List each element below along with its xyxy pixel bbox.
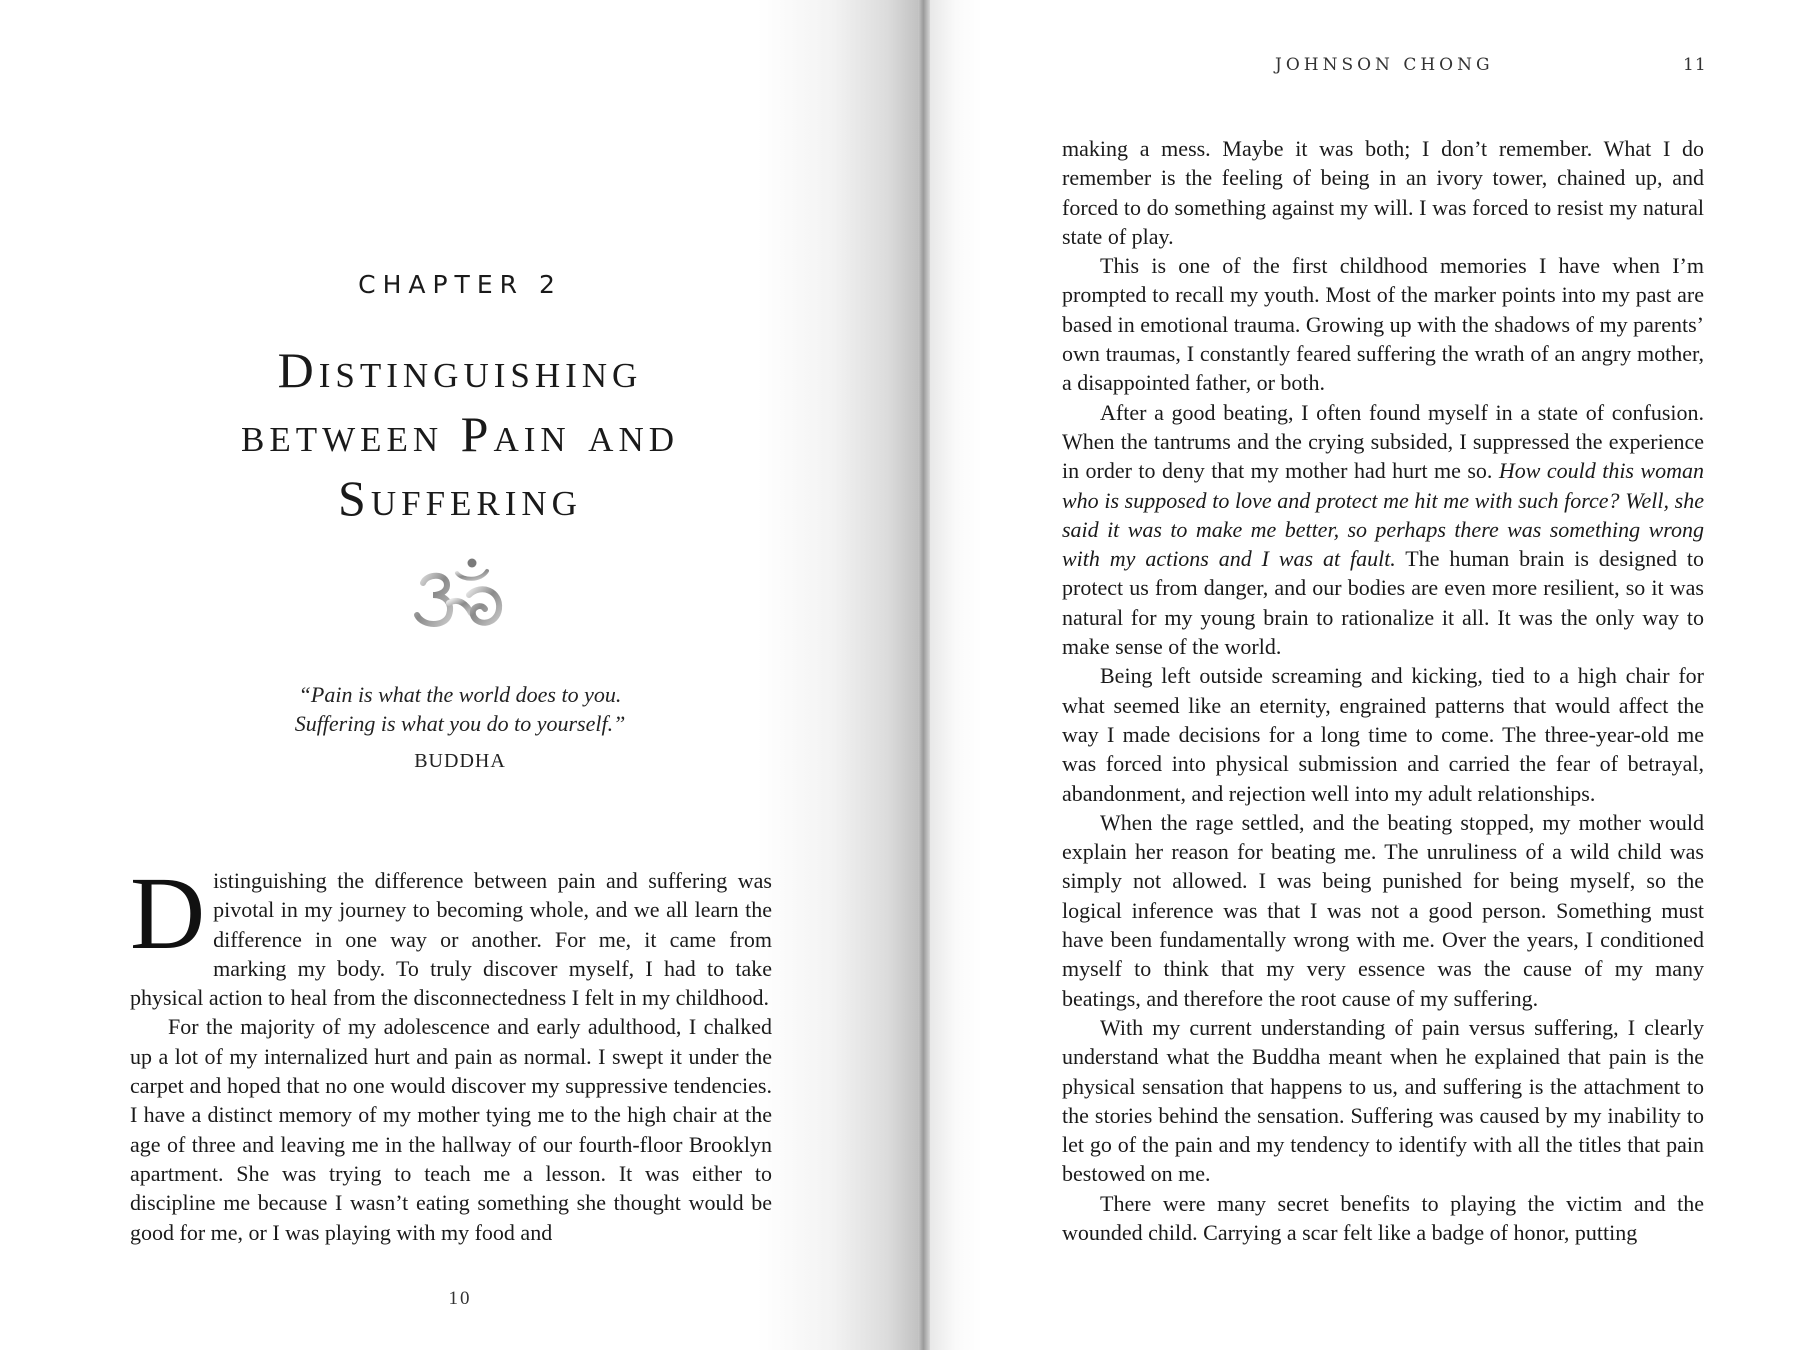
epigraph-line: “Pain is what the world does to you. bbox=[298, 682, 622, 707]
paragraph-text: The human brain is designed to protect us from danger, and our bodies are even more resilient, so it was natural for my young brain to rationalize it all. It was the only way to make sense of the world. bbox=[1062, 546, 1704, 660]
paragraph: Being left outside screaming and kicking, tied to a high chair for what seemed like an eternity, engrained patterns that would affect the way I made decisions for a long time to come. The three-year-old me was forced into physical submission and carried the fear of betrayal, abandonment, and rejection well into my adult relationships. bbox=[1062, 663, 1704, 806]
chapter-label: CHAPTER 2 bbox=[358, 270, 562, 299]
right-body-text bbox=[1062, 134, 1704, 1247]
drop-cap: D bbox=[130, 856, 206, 971]
running-header-author: JOHNSON CHONG bbox=[1275, 55, 1494, 75]
paragraph-text: After a good beating, I often found myself in a state of confusion. When the tantrums and the crying subsided, I suppressed the experience in order to deny that my mother had hurt me so. bbox=[1062, 399, 1704, 484]
paragraph: For the majority of my adolescence and early adulthood, I chalked up a lot of my internalized hurt and pain as normal. I swept it under the carpet and hoped that no one would discover my suppressive tendencies. I have a distinct memory of my mother tying me to the high chair at the age of three and leaving me in the hallway of our fourth-floor Brooklyn apartment. She was trying to teach me a lesson. It was either to discipline me because I wasn’t eating something she thought would be good for me, or I was playing with my food and bbox=[130, 1014, 772, 1245]
paragraph: With my current understanding of pain versus suffering, I clearly understand what the Buddha meant when he explained that pain is the physical sensation that happens to us, and suffering is the attachment to the stories behind the sensation. Suffering was caused by my inability to let go of the pain and my tendency to identify with all the titles that pain bestowed on me. bbox=[1062, 1014, 1704, 1187]
paragraph bbox=[1062, 398, 1704, 662]
chapter-title-line: Distinguishing bbox=[277, 342, 643, 398]
left-body-text bbox=[130, 856, 772, 1247]
paragraph bbox=[130, 856, 772, 1012]
epigraph-line: Suffering is what you do to yourself.” bbox=[294, 711, 626, 736]
paragraph-text: istinguishing the difference between pain and suffering was pivotal in my journey to becoming whole, and we all learn the difference in one way or another. For me, it came from marking my body. To truly discover myself, I had to take physical action to heal from the disconnectedness I felt in my childhood. bbox=[130, 868, 772, 1011]
chapter-title-line: between Pain and bbox=[240, 406, 679, 462]
chapter-title-line: Suffering bbox=[338, 470, 582, 526]
page-number-right: 11 bbox=[1683, 55, 1707, 75]
chapter-title bbox=[150, 338, 770, 530]
paragraph: making a mess. Maybe it was both; I don’t remember. What I do remember is the feeling of being in an ivory tower, chained up, and forced to do something against my will. I was forced to resist my natural state of play. bbox=[1062, 136, 1704, 249]
om-symbol-icon bbox=[405, 553, 515, 633]
book-gutter bbox=[918, 0, 930, 1350]
paragraph: There were many secret benefits to playing the victim and the wounded child. Carrying a scar felt like a badge of honor, putting bbox=[1062, 1190, 1704, 1245]
epigraph-author: BUDDHA bbox=[414, 750, 506, 772]
paragraph: This is one of the first childhood memories I have when I’m prompted to recall my youth. Most of the marker points into my past are based in emotional trauma. Growing up with the shadows of my parents’ own traumas, I constantly feared suffering the wrath of an angry mother, a disappointed father, or both. bbox=[1062, 253, 1704, 396]
italic-inner-thought: How could this woman who is supposed to love and protect me hit me with such force? Well, she said it was to make me better, so perhaps there was something wrong with my actions and I was at fault. bbox=[1062, 458, 1704, 572]
page-number-left: 10 bbox=[448, 1288, 472, 1309]
epigraph-quote bbox=[150, 680, 770, 738]
paragraph: When the rage settled, and the beating stopped, my mother would explain her reason for beating me. The unruliness of a wild child was simply not allowed. I was being punished for being myself, so the logical inference was that I was not a good person. Something must have been fundamentally wrong with me. Over the years, I conditioned myself to think that my very essence was the cause of my many beatings, and therefore the root cause of my suffering. bbox=[1062, 809, 1704, 1011]
